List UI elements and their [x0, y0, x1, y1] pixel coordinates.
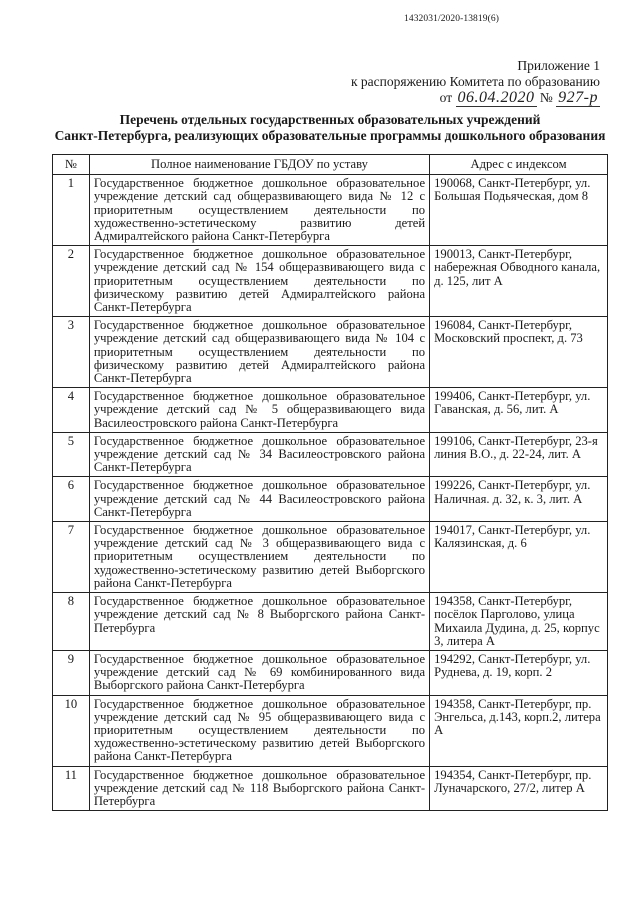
row-name: Государственное бюджетное дошкольное образовательное учреждение детский сад № 95 общеразвивающего вида с приоритетным осуществлением деятельности по художественно-эстетическому развитию детей Выборгского района Санкт-Петербурга	[89, 695, 429, 766]
handwritten-number: 927-р	[558, 89, 598, 106]
header-number: №	[53, 155, 90, 175]
document-heading	[50, 112, 610, 144]
row-address: 199226, Санкт-Петербург, ул. Наличная. д. 32, к. 3, лит. А	[430, 477, 608, 522]
appendix-order-reference: к распоряжению Комитета по образованию	[350, 74, 600, 89]
row-name: Государственное бюджетное дошкольное образовательное учреждение детский сад № 5 общеразвивающего вида Василеостровского района Санкт-Петербурга	[89, 388, 429, 433]
table-row	[53, 522, 608, 593]
row-address: 194358, Санкт-Петербург, посёлок Парголово, улица Михаила Дудина, д. 25, корпус 3, литера А	[430, 593, 608, 651]
row-number: 10	[53, 695, 90, 766]
table-row	[53, 477, 608, 522]
table-row	[53, 246, 608, 317]
row-name: Государственное бюджетное дошкольное образовательное учреждение детский сад № 69 комбинированного вида Выборгского района Санкт-Петербурга	[89, 650, 429, 695]
header-address: Адрес с индексом	[430, 155, 608, 175]
table-row	[53, 766, 608, 811]
row-address: 194354, Санкт-Петербург, пр. Луначарского, 27/2, литер А	[430, 766, 608, 811]
row-address: 194292, Санкт-Петербург, ул. Руднева, д. 19, корп. 2	[430, 650, 608, 695]
number-label: №	[539, 90, 553, 105]
table-row	[53, 388, 608, 433]
row-address: 190068, Санкт-Петербург, ул. Большая Подьяческая, дом 8	[430, 175, 608, 246]
row-address: 190013, Санкт-Петербург, набережная Обводного канала, д. 125, лит А	[430, 246, 608, 317]
table-row	[53, 317, 608, 388]
row-number: 7	[53, 522, 90, 593]
row-name: Государственное бюджетное дошкольное образовательное учреждение детский сад № 154 общеразвивающего вида с приоритетным осуществлением деятельности по физическому развитию детей Адмиралтейского района Санкт-Петербурга	[89, 246, 429, 317]
row-number: 2	[53, 246, 90, 317]
row-address: 199106, Санкт-Петербург, 23-я линия В.О., д. 22-24, лит. А	[430, 432, 608, 477]
row-name: Государственное бюджетное дошкольное образовательное учреждение детский сад общеразвивающего вида № 104 с приоритетным осуществлением деятельности по физическому развитию детей Адмиралтейского района Санкт-Петербурга	[89, 317, 429, 388]
row-number: 1	[53, 175, 90, 246]
row-address: 194358, Санкт-Петербург, пр. Энгельса, д.143, корп.2, литера А	[430, 695, 608, 766]
row-name: Государственное бюджетное дошкольное образовательное учреждение детский сад № 44 Василеостровского района Санкт-Петербурга	[89, 477, 429, 522]
appendix-title: Приложение 1	[517, 58, 600, 73]
institutions-table	[52, 154, 608, 811]
row-number: 11	[53, 766, 90, 811]
from-label: от	[439, 90, 453, 105]
row-number: 9	[53, 650, 90, 695]
appendix-date-line	[351, 90, 600, 106]
row-name: Государственное бюджетное дошкольное образовательное учреждение детский сад № 34 Василеостровского района Санкт-Петербурга	[89, 432, 429, 477]
row-address: 196084, Санкт-Петербург, Московский проспект, д. 73	[430, 317, 608, 388]
heading-line-1: Перечень отдельных государственных образовательных учреждений	[119, 112, 541, 127]
row-name: Государственное бюджетное дошкольное образовательное учреждение детский сад № 3 общеразвивающего вида с приоритетным осуществлением деятельности по художественно-эстетическому развитию детей Выборгского района Санкт-Петербурга	[89, 522, 429, 593]
row-name: Государственное бюджетное дошкольное образовательное учреждение детский сад № 118 Выборгского района Санкт-Петербурга	[89, 766, 429, 811]
row-number: 5	[53, 432, 90, 477]
row-number: 8	[53, 593, 90, 651]
row-number: 4	[53, 388, 90, 433]
table-row	[53, 432, 608, 477]
row-number: 6	[53, 477, 90, 522]
row-name: Государственное бюджетное дошкольное образовательное учреждение детский сад общеразвивающего вида № 12 с приоритетным осуществлением деятельности по художественно-эстетическому развитию детей Адмиралтейского района Санкт-Петербурга	[89, 175, 429, 246]
row-name: Государственное бюджетное дошкольное образовательное учреждение детский сад № 8 Выборгского района Санкт-Петербурга	[89, 593, 429, 651]
document-number: 1432031/2020-13819(6)	[404, 14, 499, 24]
table-row	[53, 593, 608, 651]
appendix-block	[351, 58, 600, 106]
table-row	[53, 695, 608, 766]
row-address: 199406, Санкт-Петербург, ул. Гаванская, д. 56, лит. А	[430, 388, 608, 433]
row-address: 194017, Санкт-Петербург, ул. Калязинская, д. 6	[430, 522, 608, 593]
header-name: Полное наименование ГБДОУ по уставу	[89, 155, 429, 175]
handwritten-date: 06.04.2020	[457, 89, 535, 106]
table-row	[53, 175, 608, 246]
row-number: 3	[53, 317, 90, 388]
table-row	[53, 650, 608, 695]
table-header-row	[53, 155, 608, 175]
heading-line-2: Санкт-Петербурга, реализующих образовательные программы дошкольного образования	[54, 128, 606, 143]
